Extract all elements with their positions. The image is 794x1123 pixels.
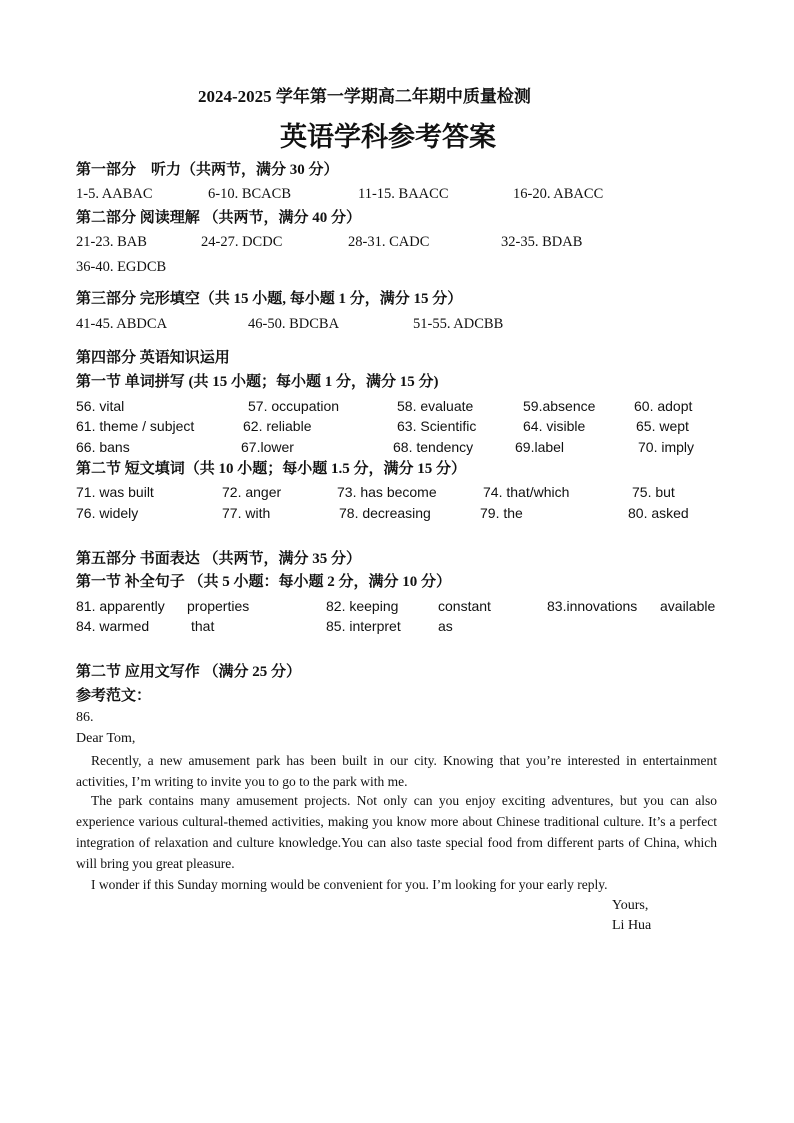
part5-heading: 第五部分 书面表达 （共两节，满分 35 分） [76,551,362,567]
question-number: 86. [76,710,94,725]
word-spelling-answer: 60. adopt [634,398,693,414]
part1-answer: 11-15. BAACC [358,186,449,202]
word-spelling-answer: 59.absence [523,398,596,414]
word-spelling-answer: 57. occupation [248,398,340,414]
sentence-completion-answer: 84. warmed [76,618,150,634]
part5-section2-heading: 第二节 应用文写作 （满分 25 分） [76,664,302,680]
word-spelling-answer: 64. visible [523,418,586,434]
cloze-answer: 77. with [222,505,271,521]
part2-answer: 21-23. BAB [76,234,147,250]
part2-answer: 28-31. CADC [348,234,430,250]
sentence-completion-answer: available [660,598,716,614]
cloze-answer: 71. was built [76,484,154,500]
word-spelling-answer: 56. vital [76,398,125,414]
part1-heading: 第一部分 听力（共两节，满分 30 分） [76,162,339,178]
sentence-completion-answer: that [191,618,215,634]
part2-heading: 第二部分 阅读理解 （共两节，满分 40 分） [76,210,362,226]
letter-signature: Li Hua [612,918,652,933]
part2-answer: 36-40. EGDCB [76,259,167,275]
part4-heading: 第四部分 英语知识运用 [76,350,230,366]
letter-paragraph: I wonder if this Sunday morning would be convenient for you. I’m looking for your early reply. [91,877,608,892]
cloze-answer: 76. widely [76,505,139,521]
exam-title: 2024-2025 学年第一学期高二年期中质量检测 [198,87,531,106]
part3-heading: 第三部分 完形填空（共 15 小题, 每小题 1 分，满分 15 分） [76,291,463,307]
part4-section1-heading: 第一节 单词拼写 (共 15 小题；每小题 1 分，满分 15 分) [76,374,439,390]
sentence-completion-answer: constant [438,598,491,614]
sample-essay-label: 参考范文： [76,688,152,704]
letter-greeting: Dear Tom, [76,731,136,746]
word-spelling-answer: 65. wept [636,418,689,434]
cloze-answer: 80. asked [628,505,689,521]
word-spelling-answer: 62. reliable [243,418,312,434]
word-spelling-answer: 58. evaluate [397,398,474,414]
cloze-answer: 74. that/which [483,484,570,500]
cloze-answer: 72. anger [222,484,282,500]
part2-answer: 32-35. BDAB [501,234,583,250]
sentence-completion-answer: 83.innovations [547,598,638,614]
cloze-answer: 78. decreasing [339,505,431,521]
word-spelling-answer: 69.label [515,439,565,455]
sentence-completion-answer: 82. keeping [326,598,399,614]
part3-answer: 46-50. BDCBA [248,316,340,332]
letter-closing: Yours, [612,898,649,913]
word-spelling-answer: 68. tendency [393,439,474,455]
sentence-completion-answer: as [438,618,453,634]
word-spelling-answer: 63. Scientific [397,418,477,434]
letter-paragraph: The park contains many amusement projects. Not only can you enjoy exciting adventures, but you can also experience various cultural-themed activities, making you know more about Chinese traditional culture. It’s a perfect integration of relaxation and culture knowledge.You can also taste special food from different parts of China, which will bring you great pleasure. [76,793,717,871]
word-spelling-answer: 67.lower [241,439,294,455]
sentence-completion-answer: 85. interpret [326,618,401,634]
cloze-answer: 79. the [480,505,523,521]
cloze-answer: 75. but [632,484,675,500]
part1-answer: 16-20. ABACC [513,186,604,202]
sentence-completion-answer: properties [187,598,250,614]
letter-paragraph: Recently, a new amusement park has been built in our city. Knowing that you’re interested in entertainment activities, I’m writing to invite you to go to the park with me. [76,753,717,789]
sentence-completion-answer: 81. apparently [76,598,165,614]
word-spelling-answer: 66. bans [76,439,130,455]
part2-answer: 24-27. DCDC [201,234,283,250]
part5-section1-heading: 第一节 补全句子 （共 5 小题：每小题 2 分，满分 10 分） [76,574,452,590]
part1-answer: 1-5. AABAC [76,186,153,202]
part3-answer: 51-55. ADCBB [413,316,504,332]
answer-key-title: 英语学科参考答案 [280,122,496,152]
part1-answer: 6-10. BCACB [208,186,291,202]
cloze-answer: 73. has become [337,484,437,500]
part3-answer: 41-45. ABDCA [76,316,168,332]
part4-section2-heading: 第二节 短文填词（共 10 小题；每小题 1.5 分，满分 15 分） [76,461,467,477]
word-spelling-answer: 70. imply [638,439,695,455]
word-spelling-answer: 61. theme / subject [76,418,195,434]
